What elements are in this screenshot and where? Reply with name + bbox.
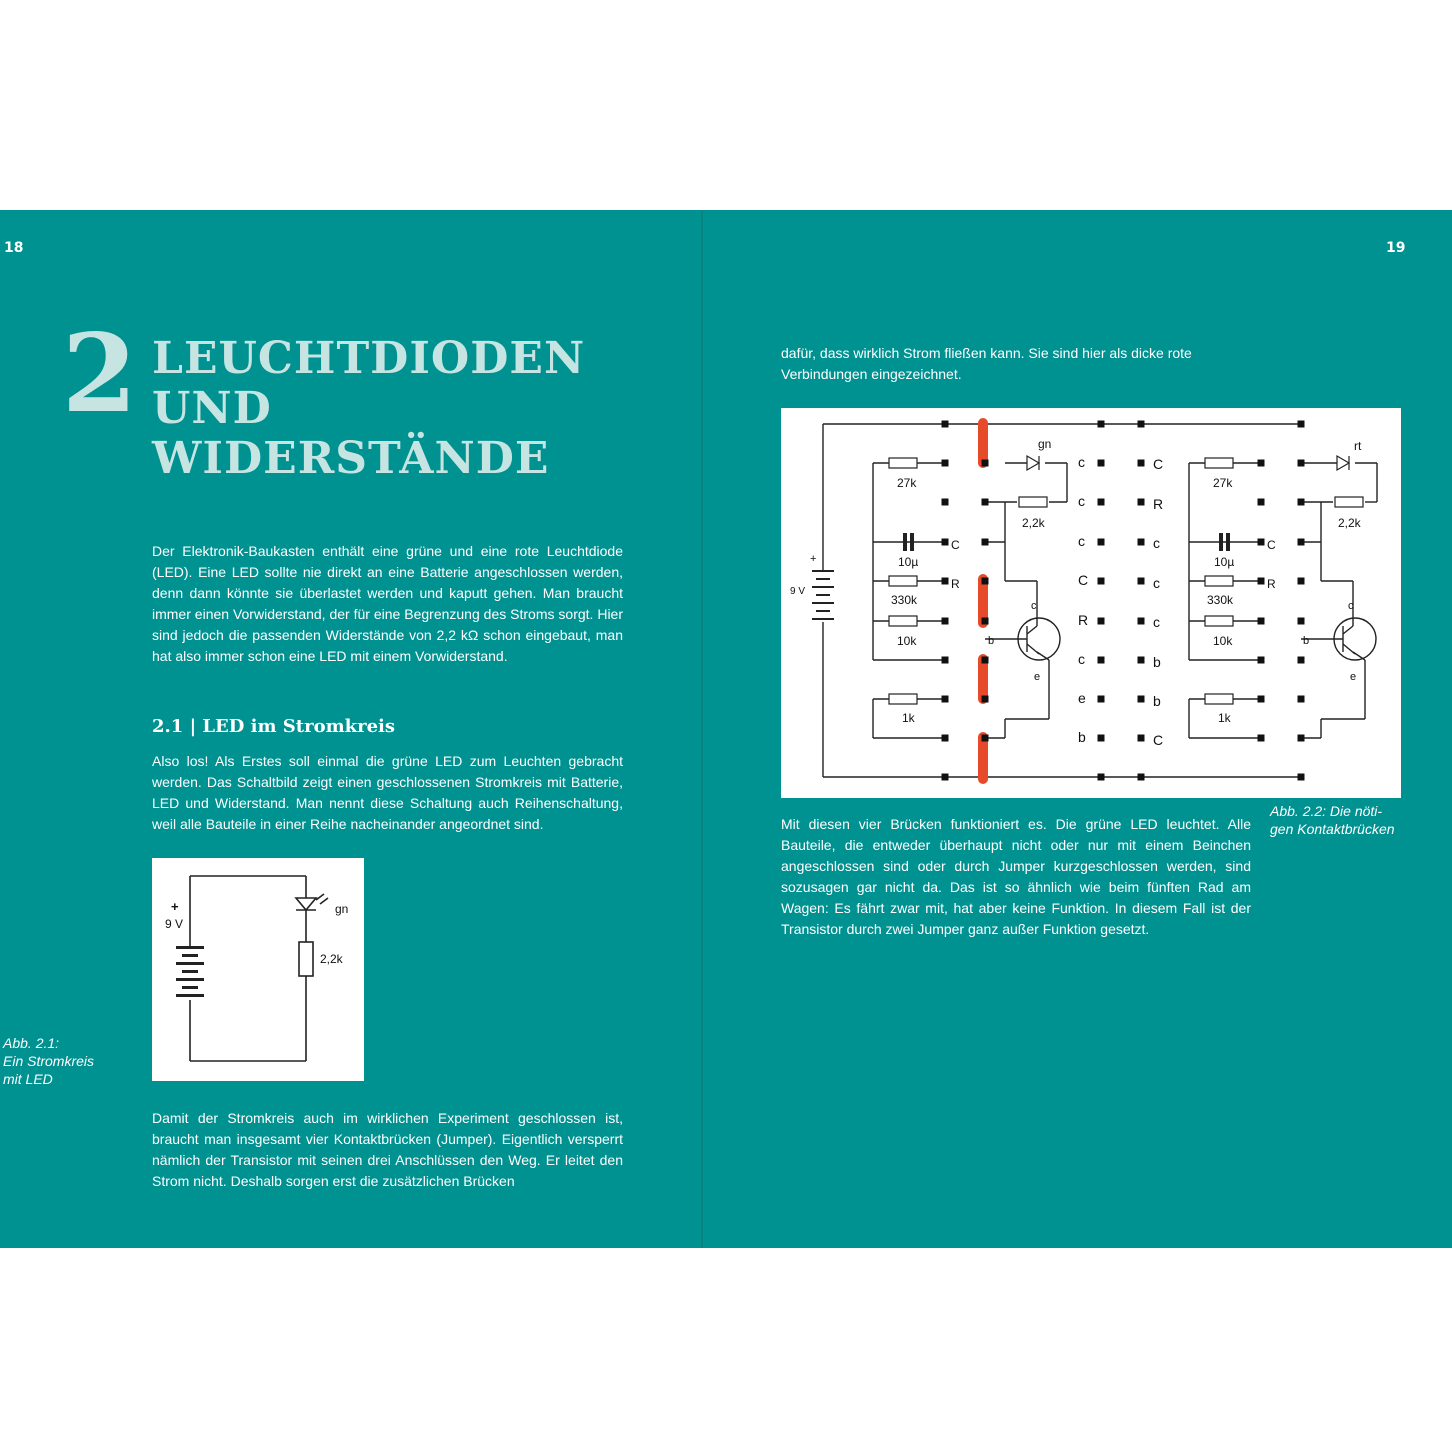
contact-dot xyxy=(982,499,989,506)
left-cap-pin: C xyxy=(951,538,960,552)
right-r330-pin: R xyxy=(1267,577,1276,591)
contact-dot xyxy=(1098,735,1105,742)
contact-dot xyxy=(982,460,989,467)
right-cap-pin: C xyxy=(1267,538,1276,552)
contact-dot xyxy=(1258,618,1265,625)
contact-dot xyxy=(1258,657,1265,664)
board-battery-plus: + xyxy=(810,553,817,565)
contact-dot xyxy=(1298,696,1305,703)
left-transistor-b: b xyxy=(988,635,995,647)
contact-dot xyxy=(1258,578,1265,585)
contact-dots xyxy=(942,421,1305,781)
contact-dot xyxy=(1258,539,1265,546)
left-r1k-label: 1k xyxy=(902,711,915,725)
contact-dot xyxy=(1098,696,1105,703)
contact-dot xyxy=(1298,578,1305,585)
figure-1-caption xyxy=(3,1034,94,1088)
battery-voltage-label: 9 V xyxy=(165,917,184,931)
battery-plus: + xyxy=(171,899,179,914)
caption-line: Abb. 2.2: Die nöti- xyxy=(1270,803,1383,819)
contact-dot xyxy=(1258,499,1265,506)
caption-line: mit LED xyxy=(3,1071,53,1087)
contact-dot xyxy=(1138,539,1145,546)
left-r10-label: 10k xyxy=(897,634,917,648)
left-cap-label: 10µ xyxy=(898,555,919,569)
contact-dot xyxy=(1138,696,1145,703)
right-cap-label: 10µ xyxy=(1214,555,1235,569)
page-number-right: 19 xyxy=(1386,240,1406,256)
left-transistor-c: c xyxy=(1031,600,1037,612)
mid-left-label: b xyxy=(1078,729,1086,745)
right-r10-label: 10k xyxy=(1213,634,1233,648)
resistor-label: 2,2k xyxy=(320,952,343,966)
contact-dot xyxy=(1098,539,1105,546)
contact-dot xyxy=(942,696,949,703)
section-heading: 2.1 | LED im Stromkreis xyxy=(152,716,396,737)
contact-dot xyxy=(1098,657,1105,664)
page-gutter xyxy=(701,210,703,1248)
contact-dot xyxy=(1298,618,1305,625)
mid-right-label: C xyxy=(1153,732,1164,748)
chapter-title-line: UND xyxy=(152,383,272,434)
contact-dot xyxy=(1138,421,1145,428)
chapter-title-line: WIDERSTÄNDE xyxy=(152,433,550,484)
contact-dot xyxy=(942,657,949,664)
contact-dot xyxy=(942,774,949,781)
intro-paragraph: Der Elektronik-Baukasten enthält eine grüne und eine rote Leuchtdiode (LED). Eine LED sollte nie direkt an eine Batterie angeschlossen werden, denn dann könnte sie überlastet werden und kaputt gehen. Man braucht immer einen Vorwiderstand, der für eine Begrenzung des Stroms sorgt. Hier sind jedoch die passenden Widerstände von 2,2 kΩ schon eingebaut, man hat also immer schon eine LED mit einem Vorwiderstand. xyxy=(152,543,623,664)
left-transistor-e: e xyxy=(1034,671,1041,683)
right-main-paragraph: Mit diesen vier Brücken funktioniert es. Die grüne LED leuchtet. Alle Bauteile, die entweder überhaupt nicht oder nur mit einem Beinchen angeschlossen sind oder durch Jumper kurzgeschlossen werden, sind sozusagen gar nicht da. Das ist so ähnlich wie beim fünften Rad am Wagen: Es fährt zwar mit, hat aber keine Funktion. In diesem Fall ist der Transistor durch zwei Jumper ganz außer Funktion gesetzt. xyxy=(781,816,1251,937)
right-r1k-label: 1k xyxy=(1218,711,1231,725)
contact-dot xyxy=(1098,460,1105,467)
right-r330-label: 330k xyxy=(1207,593,1234,607)
right-r-led-label: 2,2k xyxy=(1338,516,1361,530)
contact-dot xyxy=(942,578,949,585)
contact-dot xyxy=(1138,460,1145,467)
mid-right-label: c xyxy=(1153,535,1160,551)
left-led-label: gn xyxy=(1038,437,1052,451)
contact-dot xyxy=(1258,460,1265,467)
contact-dot xyxy=(1298,774,1305,781)
contact-dot xyxy=(942,421,949,428)
right-transistor-b: b xyxy=(1303,635,1310,647)
book-spread xyxy=(0,210,1452,1248)
left-r330-pin: R xyxy=(951,577,960,591)
figure-simple-circuit xyxy=(152,858,364,1081)
contact-dot xyxy=(1298,460,1305,467)
jumper-board-diagram xyxy=(781,408,1401,798)
contact-dot xyxy=(1298,499,1305,506)
contact-dot xyxy=(1138,578,1145,585)
mid-right-label: c xyxy=(1153,614,1160,630)
section-paragraph-1: Also los! Als Erstes soll einmal die grüne LED zum Leuchten gebracht werden. Das Schaltbild zeigt einen geschlossenen Stromkreis mit Batterie, LED und Widerstand. Man nennt diese Schaltung auch Reihenschaltung, weil alle Bauteile in einer Reihe nacheinander angeordnet sind. xyxy=(152,753,623,832)
contact-dot xyxy=(1298,657,1305,664)
chapter-number: 2 xyxy=(62,311,138,437)
contact-dot xyxy=(942,735,949,742)
contact-dot xyxy=(942,618,949,625)
contact-dot xyxy=(1298,735,1305,742)
contact-dot xyxy=(982,657,989,664)
contact-dot xyxy=(1298,421,1305,428)
mid-right-label: C xyxy=(1153,456,1164,472)
mid-right-label: b xyxy=(1153,654,1161,670)
right-continuation-paragraph: dafür, dass wirklich Strom fließen kann. Sie sind hier als dicke rote Verbindungen eingezeichnet. xyxy=(781,345,1192,382)
right-transistor-c: c xyxy=(1348,600,1354,612)
contact-dot xyxy=(1258,735,1265,742)
contact-dot xyxy=(1138,499,1145,506)
mid-left-label: e xyxy=(1078,690,1086,706)
contact-dot xyxy=(1138,774,1145,781)
contact-dot xyxy=(982,578,989,585)
contact-dot xyxy=(942,499,949,506)
board-battery-voltage: 9 V xyxy=(790,586,806,597)
right-led-label: rt xyxy=(1354,439,1362,453)
contact-dot xyxy=(982,735,989,742)
contact-dot xyxy=(1098,421,1105,428)
chapter-title-line: LEUCHTDIODEN xyxy=(152,333,586,384)
mid-left-label: c xyxy=(1078,651,1085,667)
jumper-group xyxy=(978,418,988,784)
right-r-top-label: 27k xyxy=(1213,476,1233,490)
contact-dot xyxy=(982,618,989,625)
contact-dot xyxy=(982,539,989,546)
contact-dot xyxy=(1138,618,1145,625)
led-label: gn xyxy=(335,902,349,916)
contact-dot xyxy=(1138,657,1145,664)
mid-left-label: C xyxy=(1078,572,1089,588)
contact-dot xyxy=(1098,499,1105,506)
caption-line: gen Kontaktbrücken xyxy=(1270,821,1395,837)
mid-left-label: c xyxy=(1078,493,1085,509)
contact-dot xyxy=(1298,539,1305,546)
left-r-led-label: 2,2k xyxy=(1022,516,1045,530)
mid-left-label: R xyxy=(1078,612,1089,628)
contact-dot xyxy=(942,539,949,546)
contact-dot xyxy=(942,460,949,467)
right-transistor-e: e xyxy=(1350,671,1357,683)
contact-dot xyxy=(1098,618,1105,625)
mid-right-label: c xyxy=(1153,575,1160,591)
mid-right-label: R xyxy=(1153,496,1164,512)
chapter-title xyxy=(152,334,585,484)
simple-circuit-diagram xyxy=(152,858,364,1081)
mid-left-label: c xyxy=(1078,454,1085,470)
caption-line: Ein Stromkreis xyxy=(3,1053,95,1069)
left-r330-label: 330k xyxy=(891,593,918,607)
left-r-top-label: 27k xyxy=(897,476,917,490)
caption-line: Abb. 2.1: xyxy=(3,1035,60,1051)
page-number-left: 18 xyxy=(4,240,24,256)
contact-dot xyxy=(1138,735,1145,742)
figure-2-caption xyxy=(1270,802,1410,838)
section-paragraph-2: Damit der Stromkreis auch im wirklichen Experiment geschlossen ist, braucht man insgesamt vier Kontaktbrücken (Jumper). Eigentlich versperrt nämlich der Transistor mit seinen drei Anschlüssen den Weg. Er leitet den Strom nicht. Deshalb sorgen erst die zusätzlichen Brücken xyxy=(152,1110,623,1189)
mid-right-label: b xyxy=(1153,693,1161,709)
contact-dot xyxy=(1098,578,1105,585)
contact-dot xyxy=(1098,774,1105,781)
figure-jumper-board xyxy=(781,408,1401,798)
contact-dot xyxy=(1258,696,1265,703)
mid-left-label: c xyxy=(1078,533,1085,549)
contact-dot xyxy=(982,696,989,703)
